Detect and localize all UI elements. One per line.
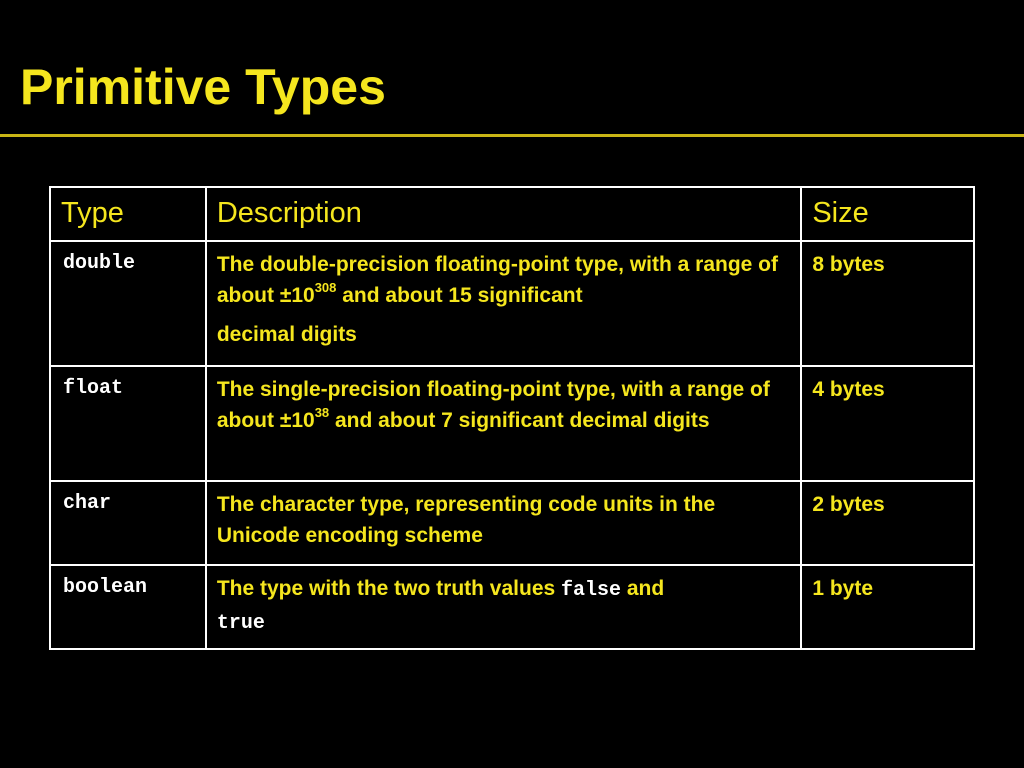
description-text: The type with the two truth values: [216, 577, 562, 600]
table-row: [50, 241, 974, 366]
code-true: true: [216, 612, 265, 635]
table-header-row: [50, 187, 974, 241]
slide-title: Primitive Types: [20, 59, 386, 115]
description-cell: [206, 565, 801, 649]
table-row: [50, 366, 974, 481]
table-row: [50, 481, 974, 565]
header-description: Description: [206, 187, 801, 241]
type-cell: double: [50, 241, 206, 366]
description-text: The single-precision floating-point type, with a range of about ±10: [216, 378, 770, 432]
description-text: and: [621, 577, 665, 600]
type-cell: float: [50, 366, 206, 481]
size-cell: 8 bytes: [801, 241, 974, 366]
header-size: Size: [801, 187, 974, 241]
description-text: decimal digits: [216, 323, 357, 346]
exponent: 38: [314, 405, 330, 420]
size-cell: 1 byte: [801, 565, 974, 649]
size-cell: 4 bytes: [801, 366, 974, 481]
description-cell: [206, 241, 801, 366]
description-cell: [206, 366, 801, 481]
exponent: 308: [314, 280, 337, 295]
primitive-types-table: [49, 186, 975, 650]
description-text: and about 7 significant decimal digits: [329, 409, 710, 432]
table-row: [50, 565, 974, 649]
header-type: Type: [50, 187, 206, 241]
code-false: false: [561, 579, 622, 602]
size-cell: 2 bytes: [801, 481, 974, 565]
type-cell: boolean: [50, 565, 206, 649]
description-text: and about 15 significant: [336, 284, 583, 307]
description-cell: The character type, representing code units in the Unicode encoding scheme: [206, 481, 801, 565]
title-divider: [0, 134, 1024, 137]
description-text: The double-precision floating-point type, with a range of about ±10: [216, 253, 778, 307]
type-cell: char: [50, 481, 206, 565]
